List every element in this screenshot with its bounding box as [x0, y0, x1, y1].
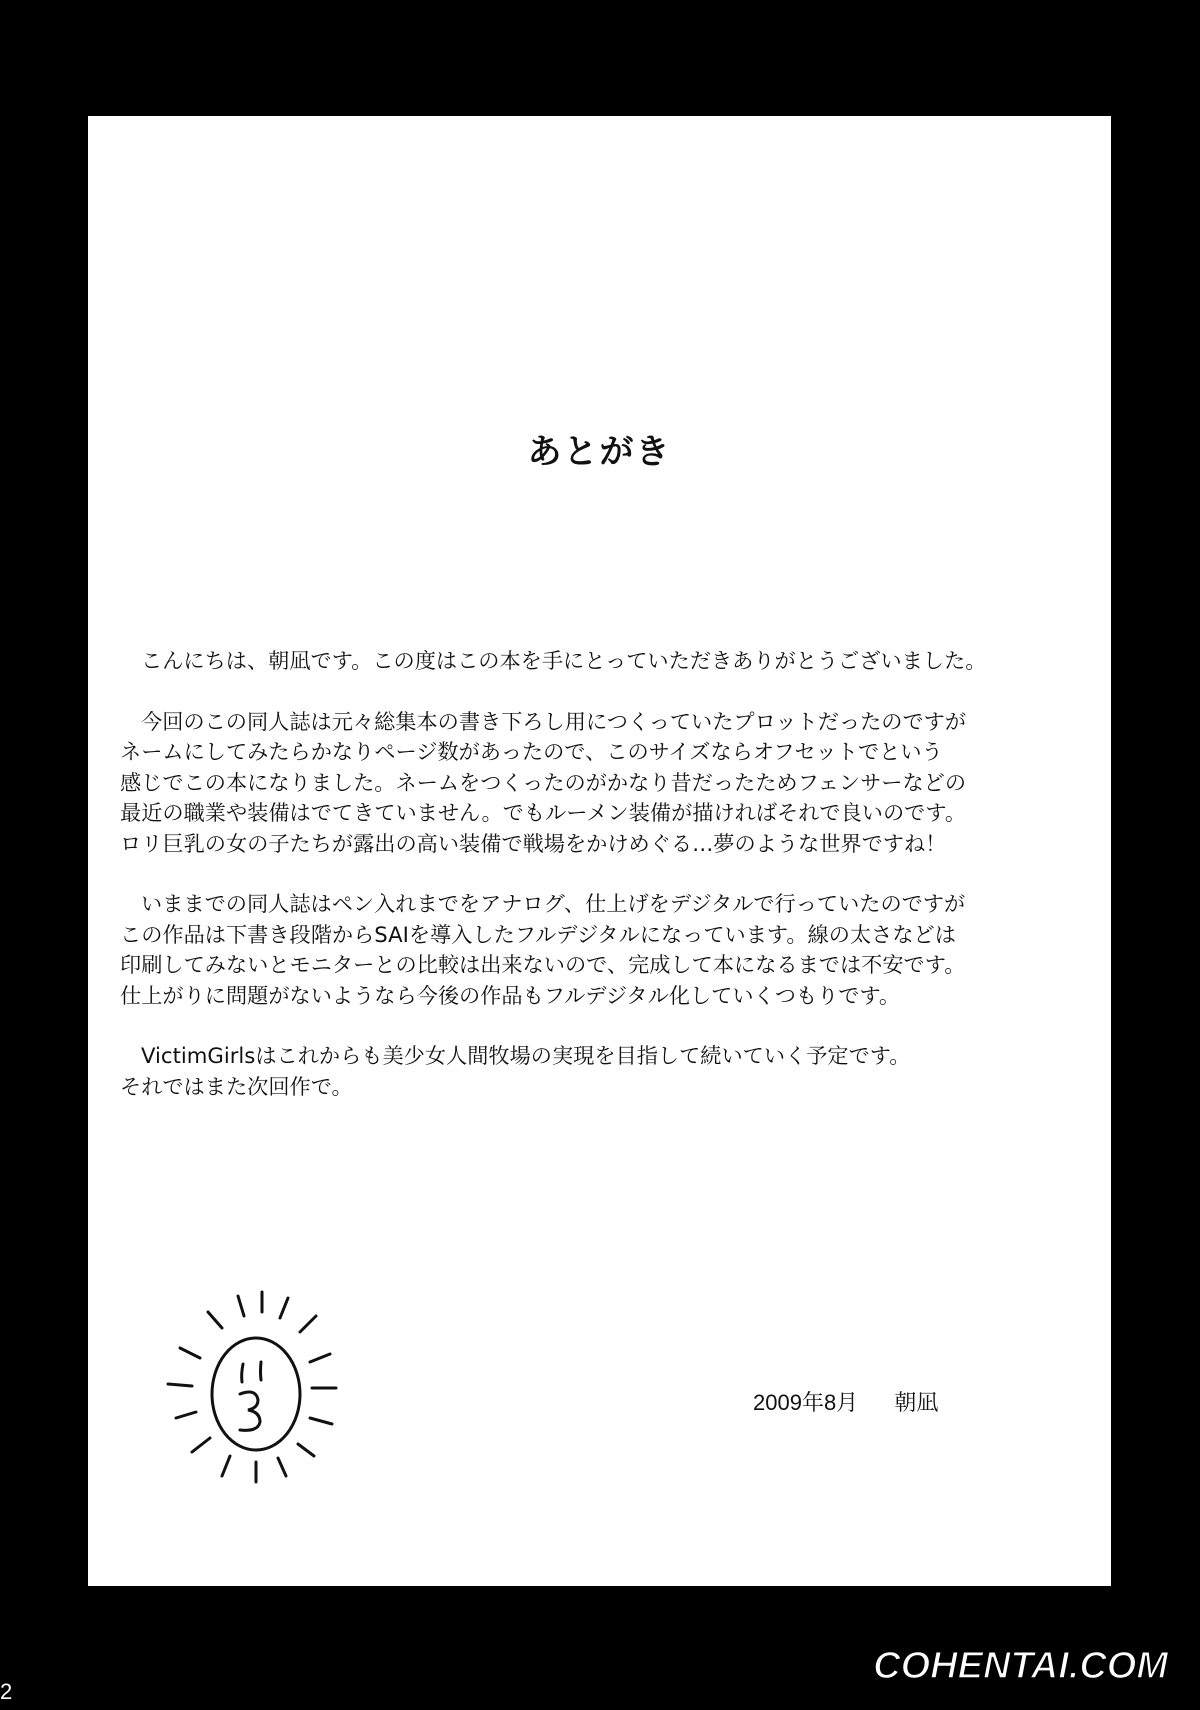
page-number: 2	[0, 1679, 13, 1704]
signature	[753, 1386, 938, 1417]
afterword-body	[120, 646, 1100, 1132]
document-page	[88, 116, 1111, 1586]
text-line: いままでの同人誌はペン入れまでをアナログ、仕上げをデジタルで行っていたのですが	[141, 891, 966, 916]
mouth	[240, 1392, 260, 1430]
page-title: あとがき	[527, 432, 672, 472]
text-line: こんにちは、朝凪です。この度はこの本を手にとっていただきありがとうございました。	[141, 648, 987, 673]
ray	[280, 1298, 288, 1318]
text-line: VictimGirlsはこれからも美少女人間牧場の実現を目指して続いていく予定です。	[141, 1043, 911, 1068]
text-line: この作品は下書き段階からSAIを導入したフルデジタルになっています。線の太さなどは	[120, 921, 956, 947]
text-line: 印刷してみないとモニターとの比較は出来ないので、完成して本になるまでは不安です。	[120, 952, 966, 977]
ray	[168, 1384, 192, 1386]
ray	[176, 1412, 196, 1418]
paragraph-story	[120, 707, 1100, 860]
ray	[192, 1438, 210, 1452]
eye-left	[242, 1364, 243, 1382]
text-line: 感じでこの本になりました。ネームをつくったのがかなり昔だったためフェンサーなどの	[120, 769, 967, 795]
eye-right	[261, 1362, 262, 1380]
ray	[278, 1458, 286, 1476]
ray	[180, 1348, 200, 1358]
paragraph-closing	[120, 1041, 1100, 1102]
paragraph-greeting	[120, 646, 1100, 677]
sun-face-doodle	[148, 1266, 368, 1506]
text-line: 仕上がりに問題がないようなら今後の作品もフルデジタル化していくつもりです。	[120, 982, 901, 1008]
watermark-logo	[870, 1640, 1170, 1688]
text-line: 最近の職業や装備はでてきていません。でもルーメン装備が描ければそれで良いのです。	[120, 800, 967, 825]
text-line: それではまた次回作で。	[120, 1073, 353, 1099]
ray	[238, 1296, 244, 1316]
ray	[310, 1354, 330, 1362]
watermark-text: COHENTAI.COM	[873, 1645, 1168, 1687]
signature-author: 朝凪	[894, 1390, 939, 1415]
ray	[300, 1316, 316, 1332]
signature-date: 2009年8月	[753, 1390, 859, 1415]
text-line: 今回のこの同人誌は元々総集本の書き下ろし用につくっていたプロットだったのですが	[141, 708, 967, 734]
text-line: ネームにしてみたらかなりページ数があったので、このサイズならオフセットでという	[120, 739, 943, 764]
ray	[310, 1418, 332, 1424]
paragraph-digital	[120, 889, 1100, 1011]
ray	[298, 1444, 314, 1456]
text-line: ロリ巨乳の女の子たちが露出の高い装備で戦場をかけめぐる…夢のような世界ですね！	[120, 830, 947, 856]
ray	[208, 1312, 222, 1328]
ray	[222, 1456, 230, 1476]
